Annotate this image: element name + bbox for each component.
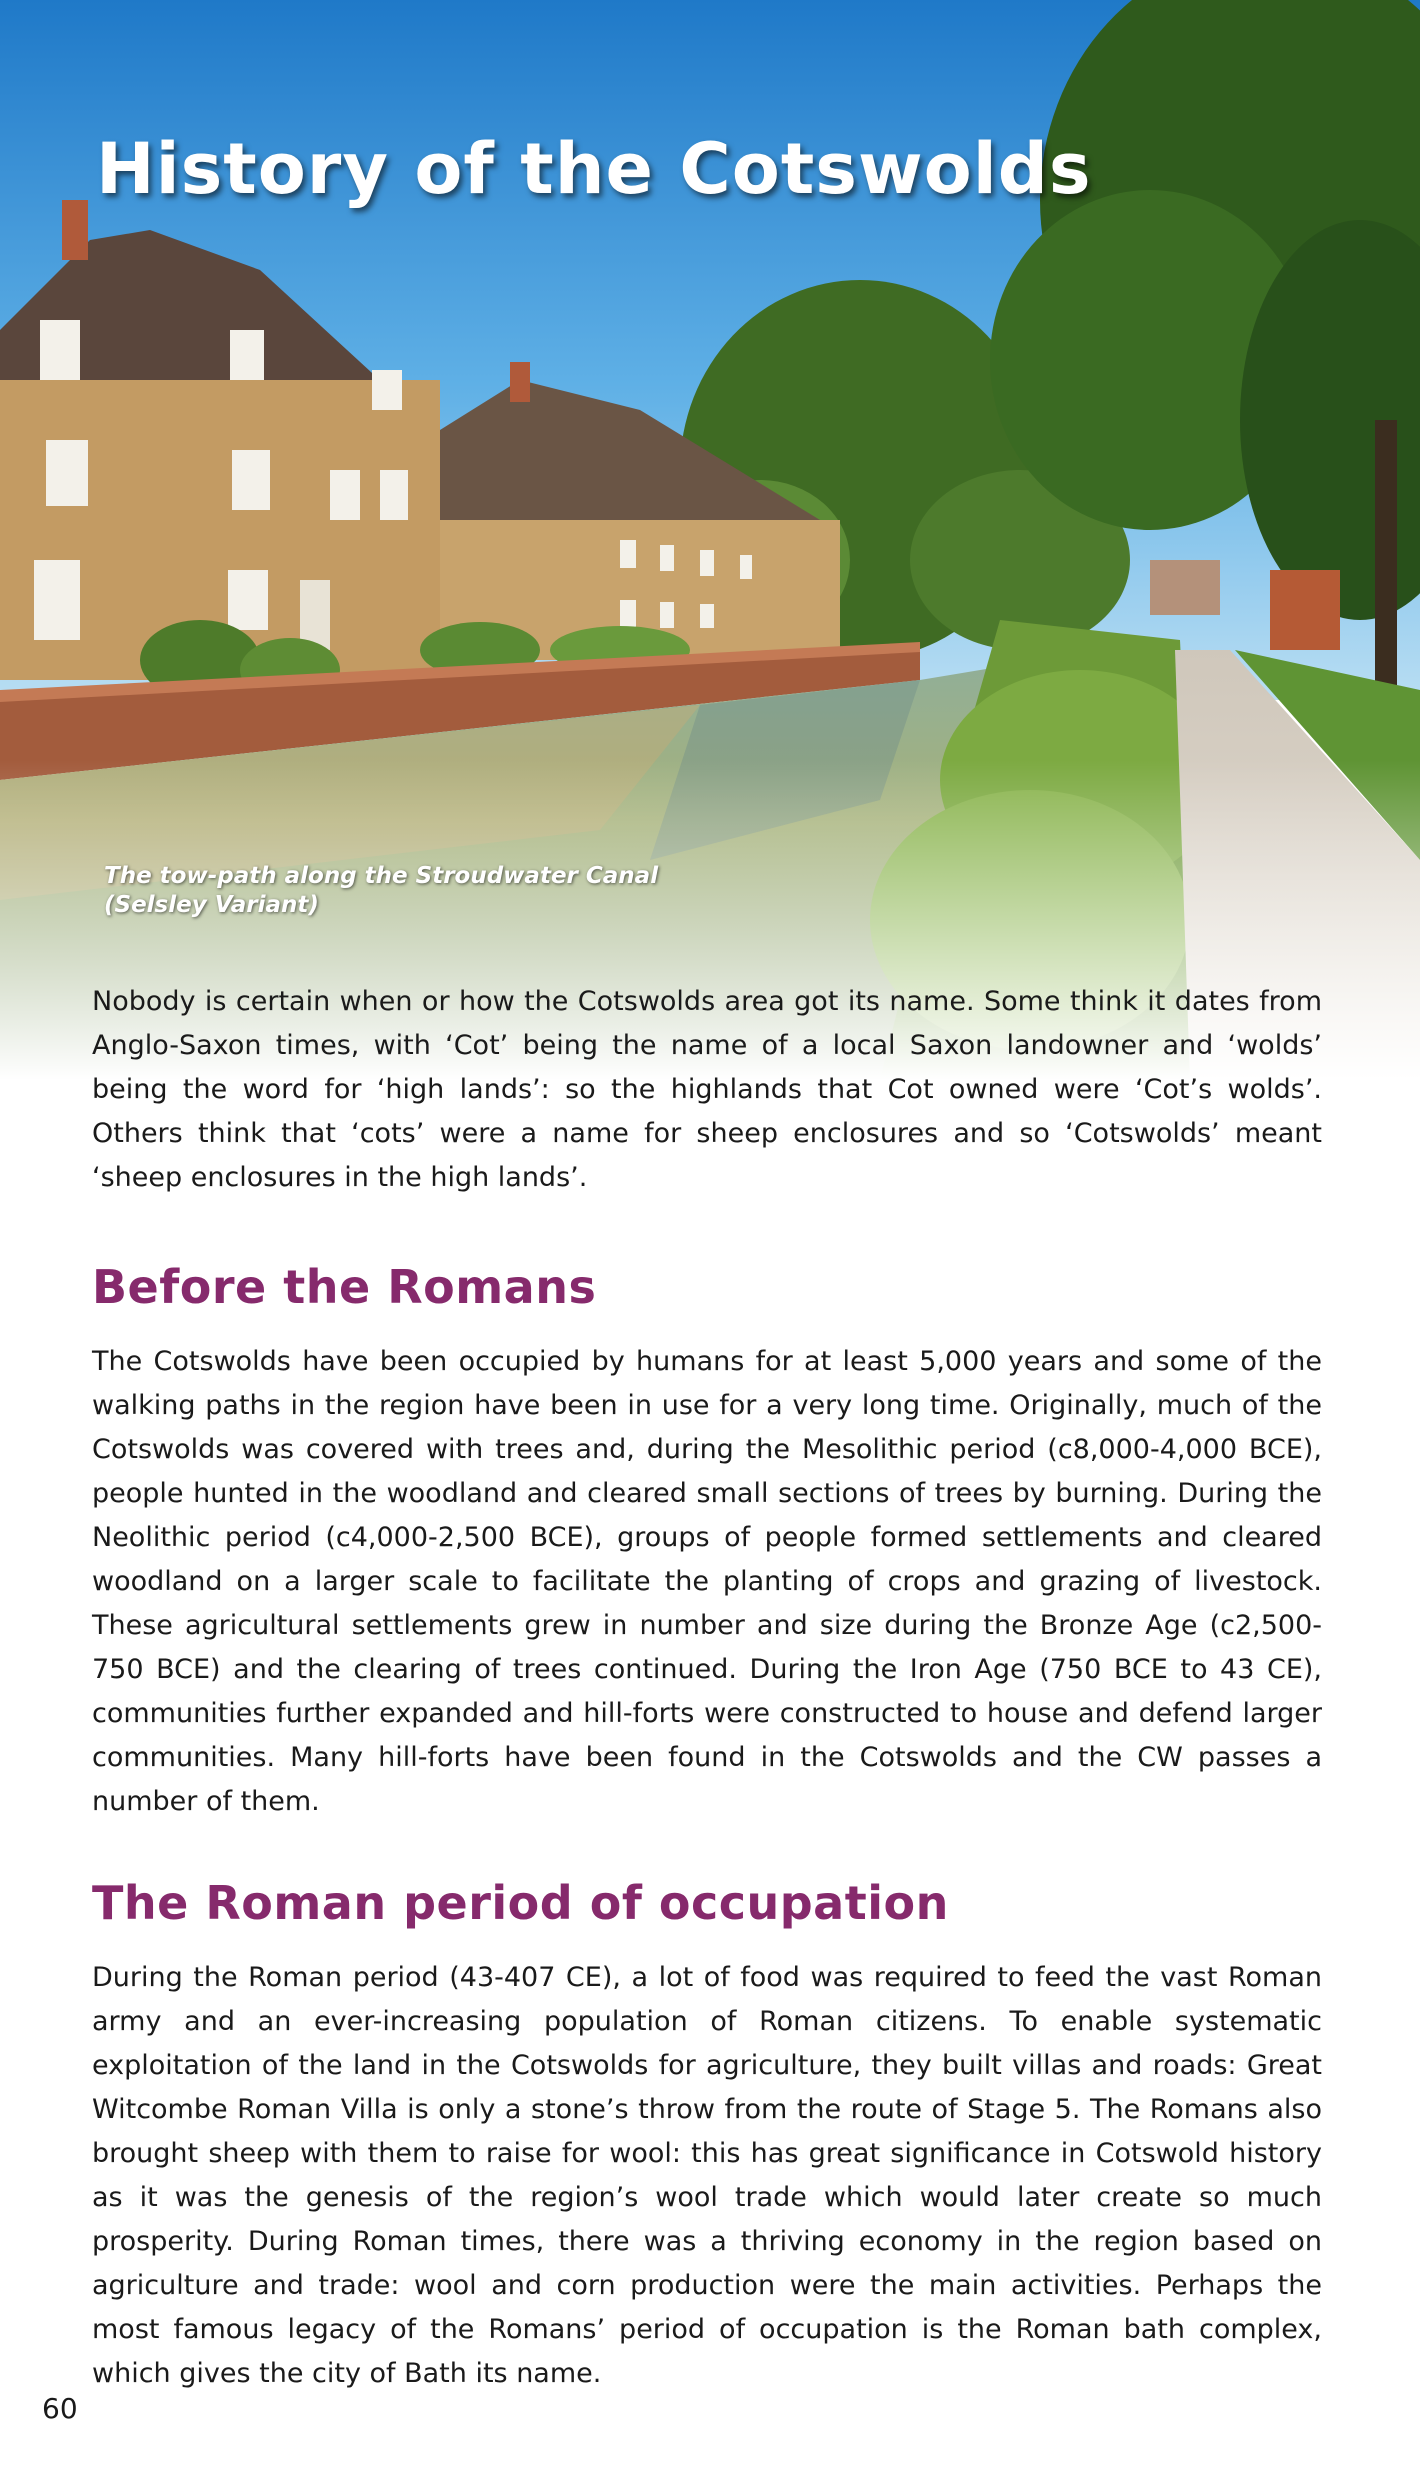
section-heading-before-romans: Before the Romans — [92, 1260, 597, 1314]
caption-line-2: (Selsley Variant) — [104, 892, 319, 918]
caption-line-1: The tow-path along the Stroudwater Canal — [104, 863, 659, 889]
page-number: 60 — [42, 2392, 78, 2425]
section-heading-roman-period: The Roman period of occupation — [92, 1876, 949, 1930]
hero-image — [0, 0, 1420, 1080]
article-body — [92, 980, 1322, 2396]
photo-caption — [104, 862, 724, 920]
section-body-before-romans: The Cotswolds have been occupied by humans for at least 5,000 years and some of the walking paths in the region have been in use for a very long time. Originally, much of the Cotswolds was covered with trees and, during the Mesolithic period (c8,000-4,000 BCE), people hunted in the woodland and cleared small sections of trees by burning. During the Neolithic period (c4,000-2,500 BCE), groups of people formed settlements and cleared woodland on a larger scale to facilitate the planting of crops and grazing of livestock. These agricultural settlements grew in number and size during the Bronze Age (c2,500-750 BCE) and the clearing of trees continued. During the Iron Age (750 BCE to 43 CE), communities further expanded and hill-forts were constructed to house and defend larger communities. Many hill-forts have been found in the Cotswolds and the CW passes a number of them. — [92, 1346, 1322, 1817]
intro-paragraph: Nobody is certain when or how the Cotswolds area got its name. Some think it dates from Anglo-Saxon times, with ‘Cot’ being the name of a local Saxon landowner and ‘wolds’ being the word for ‘high lands’: so the highlands that Cot owned were ‘Cot’s wolds’. Others think that ‘cots’ were a name for sheep enclosures and so ‘Cotswolds’ meant ‘sheep enclosures in the high lands’. — [92, 986, 1322, 1193]
page-title: History of the Cotswolds — [96, 128, 1092, 210]
section-body-roman-period: During the Roman period (43-407 CE), a lot of food was required to feed the vast Roman army and an ever-increasing population of Roman citizens. To enable systematic exploitation of the land in the Cotswolds for agriculture, they built villas and roads: Great Witcombe Roman Villa is only a stone’s throw from the route of Stage 5. The Romans also brought sheep with them to raise for wool: this has great significance in Cotswold history as it was the genesis of the region’s wool trade which would later create so much prosperity. During Roman times, there was a thriving economy in the region based on agriculture and trade: wool and corn production were the main activities. Perhaps the most famous legacy of the Romans’ period of occupation is the Roman bath complex, which gives the city of Bath its name. — [92, 1962, 1322, 2389]
